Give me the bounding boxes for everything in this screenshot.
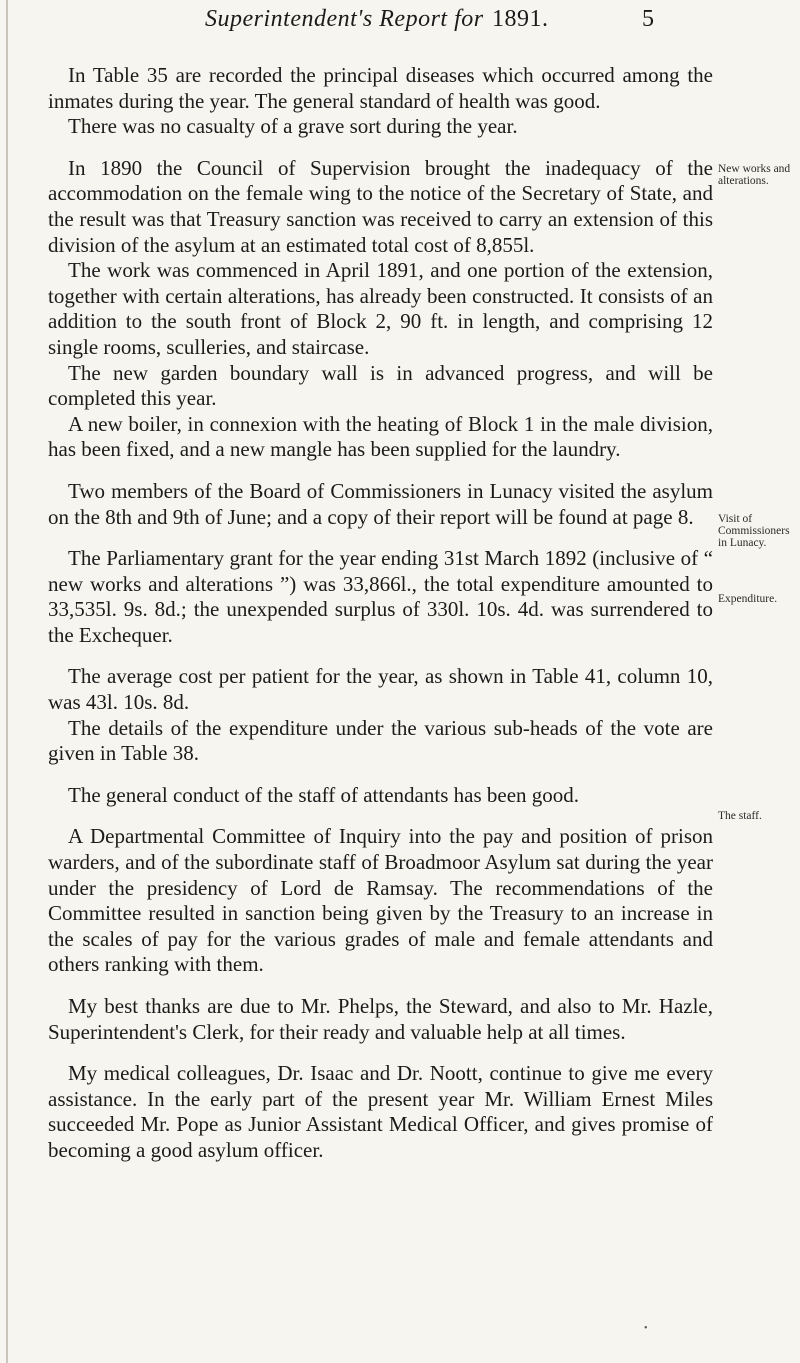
paragraph-diseases: In Table 35 are recorded the principal diseases which occurred among the inmates during the year. The general standard of health was good. bbox=[48, 63, 713, 113]
paragraph-thanks: My best thanks are due to Mr. Phelps, the Steward, and also to Mr. Hazle, Superintendent's Clerk, for their ready and valuable help at all times. bbox=[48, 994, 713, 1044]
header-year: 1891. bbox=[492, 6, 549, 32]
paragraph-boiler: A new boiler, in connexion with the heating of Block 1 in the male division, has been fixed, and a new mangle has been supplied for the laundry. bbox=[48, 411, 713, 462]
paragraph-medical-colleagues: My medical colleagues, Dr. Isaac and Dr. Noott, continue to give me every assistance. In the early part of the present year Mr. William Ernest Miles succeeded Mr. Pope as Junior Assistant Medical Officer, and gives promise of becoming a good asylum officer. bbox=[48, 1061, 713, 1162]
paragraph-accommodation: In 1890 the Council of Supervision brought the inadequacy of the accommodation on the female wing to the notice of the Secretary of State, and the result was that Treasury sanction was received to carry an extension of this division of the asylum at an estimated total cost of 8,855l. bbox=[48, 155, 713, 257]
ink-mark: • bbox=[644, 1323, 648, 1334]
margin-note-staff: The staff. bbox=[718, 810, 762, 822]
paragraph-staff-conduct: The general conduct of the staff of attendants has been good. bbox=[68, 782, 580, 807]
paragraph-parliamentary-grant: The Parliamentary grant for the year ending 31st March 1892 (inclusive of “ new works and alterations ”) was 33,866l., the total expenditure amounted to 33,535l. 9s. 8d.; the unexpended surplus of 330l. 10s. 4d. was surrendered to the Exchequer. bbox=[48, 546, 713, 647]
page-edge-rule bbox=[6, 0, 8, 1363]
margin-note-new-works: New works and alterations. bbox=[718, 163, 791, 187]
paragraph-extension-work: The work was commenced in April 1891, and one portion of the extension, together with certain alterations, has already been constructed. It consists of an addition to the south front of Block 2, 90 ft. in length, and comprising 12 single rooms, sculleries, and staircase. bbox=[48, 258, 713, 359]
paragraph-boundary-wall: The new garden boundary wall is in advanced progress, and will be completed this year. bbox=[48, 360, 713, 411]
report-body bbox=[48, 63, 713, 1164]
running-header bbox=[0, 6, 800, 38]
paragraph-expenditure-details: The details of the expenditure under the various sub-heads of the vote are given in Table 38. bbox=[48, 715, 713, 766]
paragraph-commissioners-visit: Two members of the Board of Commissioners in Lunacy visited the asylum on the 8th and 9th of June; and a copy of their report will be found at page 8. bbox=[48, 478, 713, 529]
paragraph-committee-inquiry: A Departmental Committee of Inquiry into the pay and position of prison warders, and of the subordinate staff of Broadmoor Asylum sat during the year under the presidency of Lord de Ramsay. The recommendations of the Committee resulted in sanction being given by the Treasury to an increase in the scales of pay for the various grades of male and female attendants and others ranking with them. bbox=[48, 824, 713, 977]
paragraph-casualty: There was no casualty of a grave sort during the year. bbox=[68, 114, 518, 139]
margin-note-expenditure: Expenditure. bbox=[718, 593, 778, 605]
paragraph-average-cost: The average cost per patient for the year, as shown in Table 41, column 10, was 43l. 10s. 8d. bbox=[48, 664, 713, 715]
page-number: 5 bbox=[642, 6, 655, 32]
margin-note-visit: Visit of Commissioners in Lunacy. bbox=[718, 513, 790, 549]
header-title: Superintendent's Report for bbox=[205, 6, 484, 32]
